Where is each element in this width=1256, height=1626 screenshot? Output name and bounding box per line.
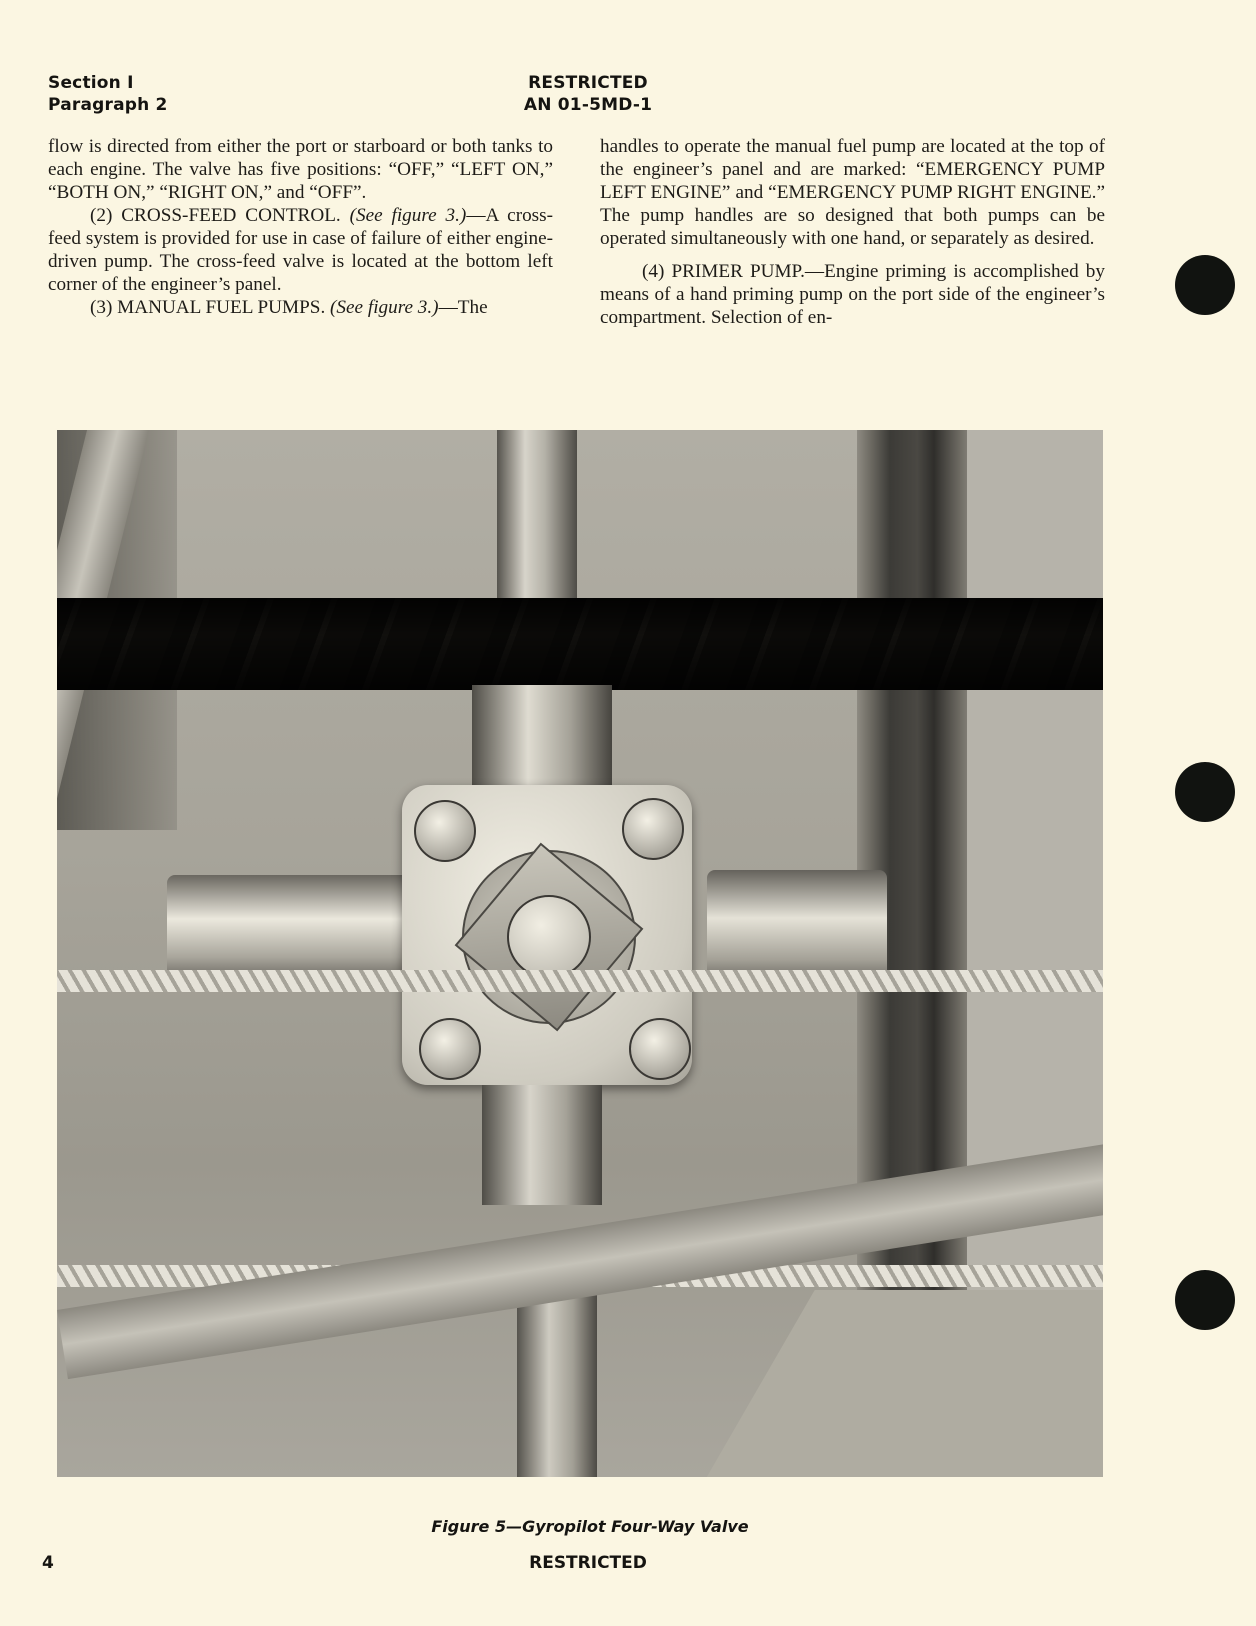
upper-fitting bbox=[472, 685, 612, 795]
pipe-bottom bbox=[517, 1290, 597, 1477]
screw-icon bbox=[622, 798, 684, 860]
left-fitting bbox=[167, 875, 427, 985]
section-header bbox=[48, 72, 168, 116]
classification-footer: RESTRICTED bbox=[529, 1553, 647, 1573]
page-number: 4 bbox=[42, 1553, 54, 1573]
binder-hole-bottom bbox=[1175, 1270, 1235, 1330]
control-cable bbox=[57, 970, 1103, 992]
paragraph-label: Paragraph 2 bbox=[48, 95, 168, 115]
figure-reference: (See figure 3.) bbox=[330, 297, 439, 318]
paragraph-body: —A cross-feed system is provided for use in case of failure of either engine-driven pump. The cross-feed valve is located at the bottom left corner of the engineer’s panel. bbox=[48, 205, 554, 295]
body-paragraph: flow is directed from either the port or starboard or both tanks to each engine. The valve has five positions: “OFF,” “LEFT ON,” “BOTH ON,” “RIGHT ON,” and “OFF”. bbox=[48, 136, 553, 203]
right-column bbox=[600, 135, 1105, 329]
paragraph-body: —The bbox=[438, 297, 488, 318]
paragraph-heading: (2) CROSS-FEED CONTROL. bbox=[90, 205, 341, 226]
section-label: Section I bbox=[48, 73, 134, 93]
lower-fitting bbox=[482, 1085, 602, 1205]
cross-feed-paragraph bbox=[48, 204, 553, 296]
figure-caption: Figure 5—Gyropilot Four-Way Valve bbox=[431, 1517, 749, 1536]
paragraph-body: —Engine priming is accomplished by means of a hand priming pump on the port side of the engineer’s compartment. Selection of en- bbox=[600, 261, 1105, 328]
fuel-line-taped bbox=[57, 598, 1103, 690]
screw-icon bbox=[414, 800, 476, 862]
manual-pumps-continued: handles to operate the manual fuel pump are located at the top of the engineer’s panel and are marked: “EMERGENCY PUMP LEFT ENGINE” and “EMERGENCY PUMP RIGHT ENGINE.” The pump handles are so designed that both pumps can be operated simultaneously with one hand, or separately as desired. bbox=[600, 136, 1105, 249]
document-number: AN 01-5MD-1 bbox=[523, 95, 653, 115]
screw-icon bbox=[419, 1018, 481, 1080]
primer-pump-paragraph bbox=[600, 260, 1105, 329]
screw-icon bbox=[629, 1018, 691, 1080]
phillips-screw-icon bbox=[507, 895, 591, 979]
figure-photo bbox=[57, 430, 1103, 1477]
binder-hole-middle bbox=[1175, 762, 1235, 822]
paragraph-heading: (3) MANUAL FUEL PUMPS. bbox=[90, 297, 326, 318]
manual-pumps-paragraph bbox=[48, 296, 553, 319]
figure-reference: (See figure 3.) bbox=[349, 205, 467, 226]
classification-top: RESTRICTED bbox=[528, 73, 648, 93]
pipe-top bbox=[497, 430, 577, 610]
paragraph-heading: (4) PRIMER PUMP. bbox=[642, 261, 805, 282]
binder-hole-top bbox=[1175, 255, 1235, 315]
document-header bbox=[488, 72, 688, 116]
left-column bbox=[48, 135, 553, 319]
